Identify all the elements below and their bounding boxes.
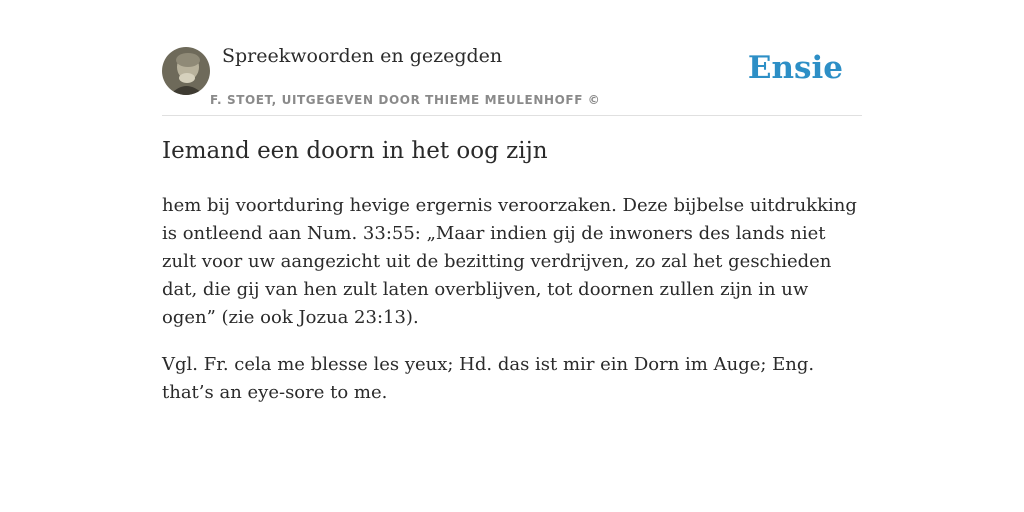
header-divider: [162, 115, 862, 116]
publisher-credit: F. STOET, UITGEGEVEN DOOR THIEME MEULENHOFF ©: [210, 93, 601, 107]
author-avatar[interactable]: [162, 47, 210, 95]
translations-paragraph: Vgl. Fr. cela me blesse les yeux; Hd. das ist mir ein Dorn im Auge; Eng. that’s an eye-sore to me.: [162, 354, 815, 403]
portrait-image: [162, 47, 210, 95]
definition-paragraph: hem bij voortduring hevige ergernis veroorzaken. Deze bijbelse uitdrukking is ontleend aan Num. 33:55: „Maar indien gij de inwoners des lands niet zult voor uw aangezicht uit de bezitting verdrijven, zo zal het geschieden dat, die gij van hen zult laten overblijven, tot doornen zullen zijn in uw ogen” (zie ook Jozua 23:13).: [162, 195, 857, 328]
entry-title: Iemand een doorn in het oog zijn: [162, 138, 548, 164]
entry-content: [162, 192, 862, 426]
source-title[interactable]: Spreekwoorden en gezegden: [222, 45, 503, 67]
brand-logo[interactable]: Ensie: [747, 50, 843, 86]
entry-card: [162, 0, 862, 512]
